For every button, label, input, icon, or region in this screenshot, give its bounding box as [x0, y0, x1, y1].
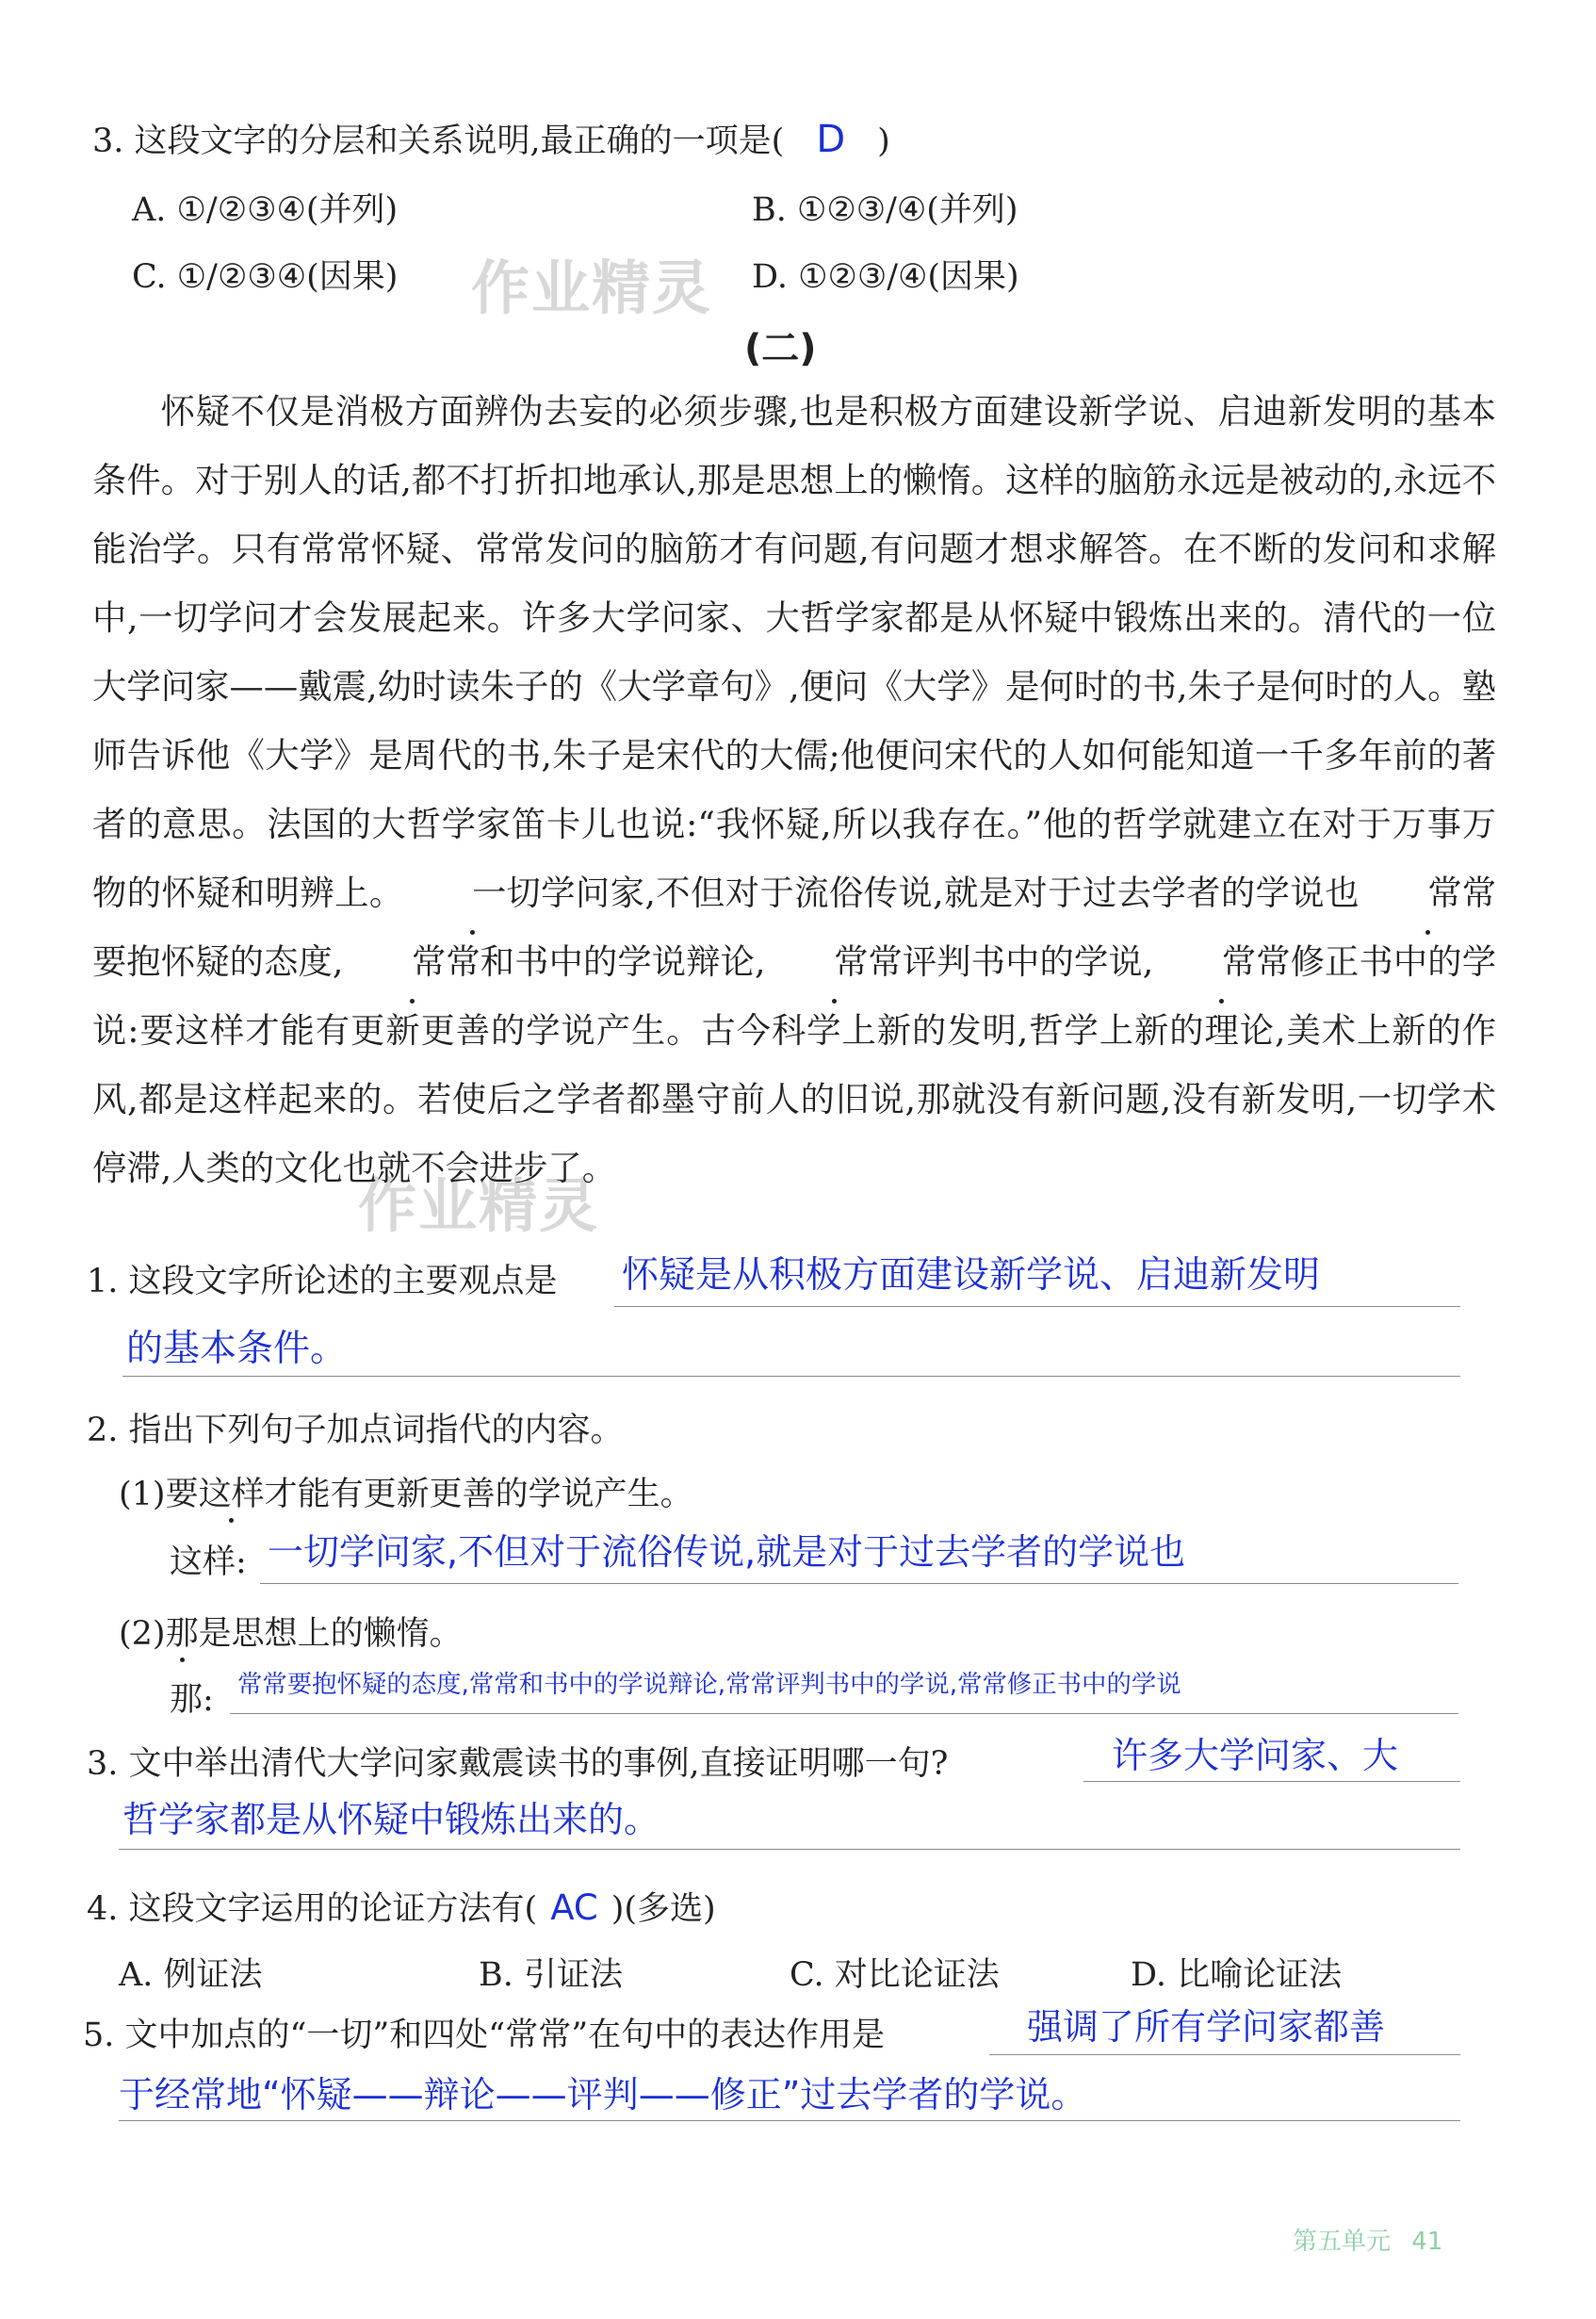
dotted-changchang-4: 常常	[1153, 927, 1290, 996]
footer	[1293, 2222, 1442, 2257]
s2-q4-option-d: D. 比喻论证法	[1131, 1956, 1343, 1994]
s2-q3-answer-line1: 许多大学问家、大	[1112, 1735, 1399, 1776]
q3-answer: D	[816, 118, 846, 161]
passage	[92, 377, 1496, 1202]
s2-q1-underline-1	[614, 1306, 1460, 1307]
s2-q2-stem: 2. 指出下列句子加点词指代的内容。	[87, 1412, 624, 1449]
s2-q5-answer-line1: 强调了所有学问家都善	[1027, 2006, 1386, 2048]
s2-q2-sub2-prefix: (2)	[119, 1615, 166, 1653]
q3-stem-before: 3.	[92, 122, 124, 160]
s2-q2-sub1-underline	[260, 1583, 1458, 1584]
s2-q2-sub2-label: 那:	[170, 1681, 214, 1719]
s2-q4-option-a: A. 例证法	[119, 1956, 263, 1994]
s2-q2-sub2	[119, 1608, 463, 1655]
s2-q3-underline-2	[119, 1849, 1460, 1850]
s2-q1-answer-line2: 的基本条件。	[126, 1328, 348, 1370]
s2-q4-answer: AC	[550, 1887, 598, 1928]
s2-q2-sub2-underline	[230, 1713, 1458, 1714]
s2-q1-stem: 1. 这段文字所论述的主要观点是	[87, 1263, 558, 1300]
passage-paragraph	[92, 377, 1496, 1202]
s2-q4-option-b: B. 引证法	[479, 1956, 623, 1994]
s2-q2-sub2-dotted: 那	[166, 1608, 199, 1655]
q3-stem-text: 这段文字的分层和关系说明,最正确的一项是(	[134, 122, 785, 160]
q3-option-b: B. ①②③/④(并列)	[752, 191, 1018, 229]
passage-text-2: 学问家,不但对于流俗传说,就是对于过去学者的学说也	[540, 873, 1360, 913]
s2-q5-stem: 5. 文中加点的“一切”和四处“常常”在句中的表达作用是	[83, 2017, 886, 2054]
dotted-changchang-1: 常常	[1360, 858, 1496, 927]
s2-q5-underline-1	[989, 2054, 1460, 2055]
watermark-middle: 作业精灵	[358, 1171, 600, 1240]
passage-text-6: 修正书中的学说:要	[92, 941, 1496, 1051]
dotted-yiqie: 一切	[404, 858, 541, 927]
passage-text-zheyang: 这样	[174, 1010, 246, 1051]
dotted-changchang-2: 常常	[343, 927, 480, 996]
s2-q2-sub1-dotted: 这样	[199, 1468, 265, 1515]
s2-q4-stem	[87, 1883, 716, 1930]
s2-q1-answer-line1: 怀疑是从积极方面建设新学说、启迪新发明	[622, 1254, 1321, 1297]
s2-q3-stem: 3. 文中举出清代大学问家戴震读书的事例,直接证明哪一句?	[87, 1745, 949, 1783]
passage-text-1: 怀疑不仅是消极方面辨伪去妄的必须步骤,也是积极方面建设新学说、启迪新发明的基本条件。对于别人的话,都不打折扣地承认,那是思想上的懒惰。这样的脑筋永远是被动的,永远不能治学。只有常常怀疑、常常发问的脑筋才有问题,有问题才想求解答。在不断的发问和求解中,一切学问才会发展起来。许多大学问家、大哲学家都是从怀疑中锻炼出来的。清代的一位大学问家——戴震,幼时读朱子的《大学章句》,便问《大学》是何时的书,朱子是何时的人。塾师告诉他《大学》是周代的书,朱子是宋代的大儒;他便问宋代的人如何能知道一千多年前的著者的意思。法国的大哲学家笛卡儿也说:“我怀疑,所以我存在。”他的哲学就建立在对于万事万物的怀疑和明辨上。	[92, 391, 1496, 913]
s2-q5-answer-line2: 于经常地“怀疑——辩论——评判——修正”过去学者的学说。	[119, 2074, 1087, 2115]
passage-text-4: 和书中的学说辩论,	[480, 941, 766, 982]
s2-q3-underline-1	[1083, 1781, 1460, 1782]
s2-q4-option-c: C. 对比论证法	[790, 1956, 1000, 1994]
q3-option-c: C. ①/②③④(因果)	[132, 258, 399, 296]
s2-q3-answer-line2: 哲学家都是从怀疑中锻炼出来的。	[122, 1799, 660, 1840]
s2-q2-sub1	[119, 1468, 693, 1515]
footer-page-number: 41	[1411, 2228, 1443, 2256]
s2-q4-stem-before: 4. 这段文字运用的论证方法有(	[87, 1890, 538, 1928]
s2-q1-underline-2	[122, 1376, 1460, 1377]
s2-q4-stem-after: )(多选)	[611, 1890, 716, 1928]
s2-q2-sub1-answer: 一切学问家,不但对于流俗传说,就是对于过去学者的学说也	[268, 1531, 1186, 1573]
dotted-changchang-3: 常常	[766, 927, 903, 996]
q3-stem-after: )	[877, 122, 890, 160]
q3-option-d: D. ①②③/④(因果)	[752, 258, 1019, 296]
passage-text-7: 才能有更新更善的学说产生。古今科学上新的发明,哲学上新的理论,美术上新的作风,都是这样起来的。若使后之学者都墨守前人的旧说,那就没有新问题,没有新发明,一切学术停滞,人类的文化也就不会进步了。	[92, 1010, 1497, 1188]
section-title: (二)	[744, 327, 817, 370]
s2-q2-sub1-prefix: (1)要	[119, 1476, 199, 1513]
s2-q2-sub2-rest: 是思想上的懒惰。	[198, 1615, 463, 1653]
footer-unit: 第五单元	[1293, 2228, 1392, 2256]
passage-text-3: 要抱怀疑的态度,	[92, 941, 344, 982]
s2-q2-sub1-rest: 才能有更新更善的学说产生。	[264, 1476, 693, 1513]
s2-q5-underline-2	[119, 2120, 1460, 2121]
q3-option-a: A. ①/②③④(并列)	[132, 191, 399, 229]
passage-text-5: 评判书中的学说,	[902, 941, 1154, 982]
q3-stem	[92, 115, 890, 162]
s2-q2-sub2-answer: 常常要抱怀疑的态度,常常和书中的学说辩论,常常评判书中的学说,常常修正书中的学说	[237, 1670, 1181, 1699]
s2-q2-sub1-label: 这样:	[170, 1543, 247, 1581]
watermark-top: 作业精灵	[471, 253, 713, 322]
